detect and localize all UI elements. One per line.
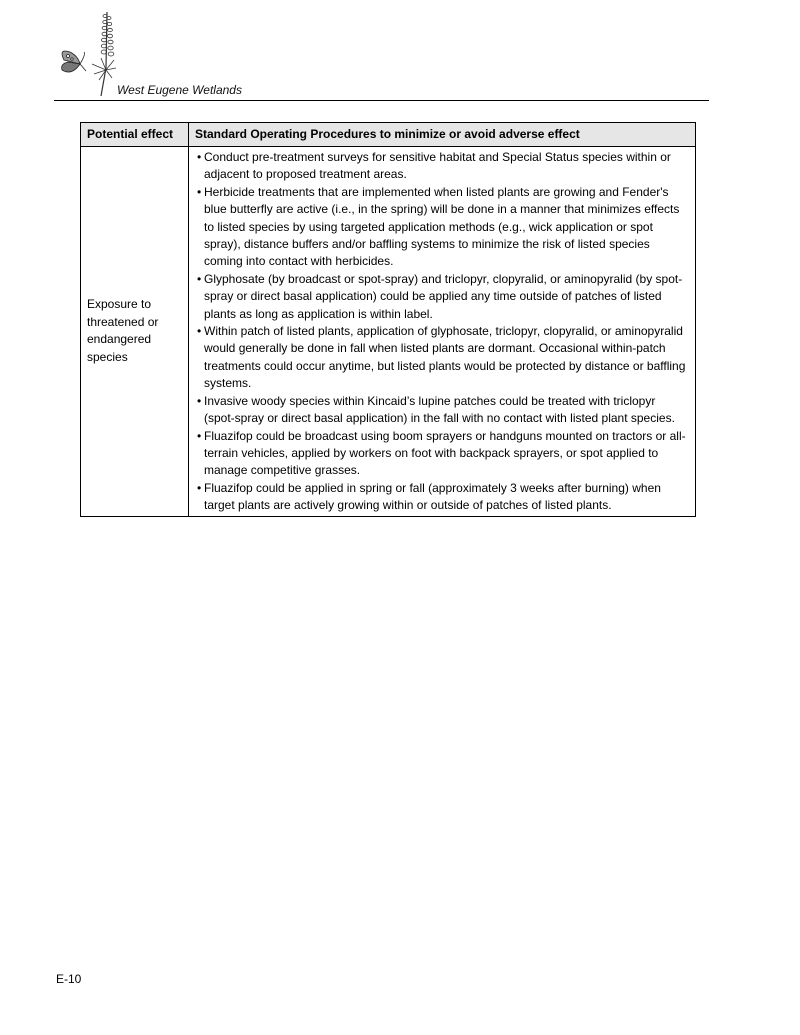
- procedures-list: [197, 149, 689, 515]
- header-potential-effect: Potential effect: [81, 123, 189, 147]
- procedure-item: • Glyphosate (by broadcast or spot-spray) and triclopyr, clopyralid, or aminopyralid (by spot-spray or direct basal application) could be applied any time outside of patches of listed plants as long as application is within label.: [197, 271, 689, 323]
- header-title: West Eugene Wetlands: [117, 83, 242, 97]
- procedure-item: • Fluazifop could be broadcast using boom sprayers or handguns mounted on tractors or all-terrain vehicles, applied by workers on foot with backpack sprayers, or spot applied to manage competitive grasses.: [197, 428, 689, 480]
- procedure-item: • Herbicide treatments that are implemented when listed plants are growing and Fender's blue butterfly are active (i.e., in the spring) will be done in a manner that minimizes effects to listed species by using targeted application methods (e.g., wick application or spot spray), distance buffers and/or baffling systems to minimize the risk of listed species coming into contact with herbicides.: [197, 184, 689, 271]
- table-header-row: [81, 123, 696, 147]
- procedure-item: • Within patch of listed plants, application of glyphosate, triclopyr, clopyralid, or aminopyralid would generally be done in fall when listed plants are dormant. Occasional within-patch treatments could occur anytime, but listed plants would be protected by distance or baffling systems.: [197, 323, 689, 393]
- procedure-item: • Conduct pre-treatment surveys for sensitive habitat and Special Status species within or adjacent to proposed treatment areas.: [197, 149, 689, 184]
- procedure-item: • Invasive woody species within Kincaid’s lupine patches could be treated with triclopyr (spot-spray or direct basal application) in the fall with no contact with listed plant species.: [197, 393, 689, 428]
- header-divider: [54, 100, 709, 101]
- procedure-item: • Fluazifop could be applied in spring or fall (approximately 3 weeks after burning) when target plants are actively growing within or outside of patches of listed plants.: [197, 480, 689, 515]
- table-row: [81, 147, 696, 517]
- sop-table: [80, 122, 696, 517]
- wetlands-logo-icon: [54, 8, 118, 96]
- header-standard-operating-procedures: Standard Operating Procedures to minimize or avoid adverse effect: [189, 123, 696, 147]
- procedures-cell: [189, 147, 696, 517]
- effect-cell: Exposure to threatened or endangered species: [81, 147, 189, 517]
- page-number: E-10: [56, 972, 82, 986]
